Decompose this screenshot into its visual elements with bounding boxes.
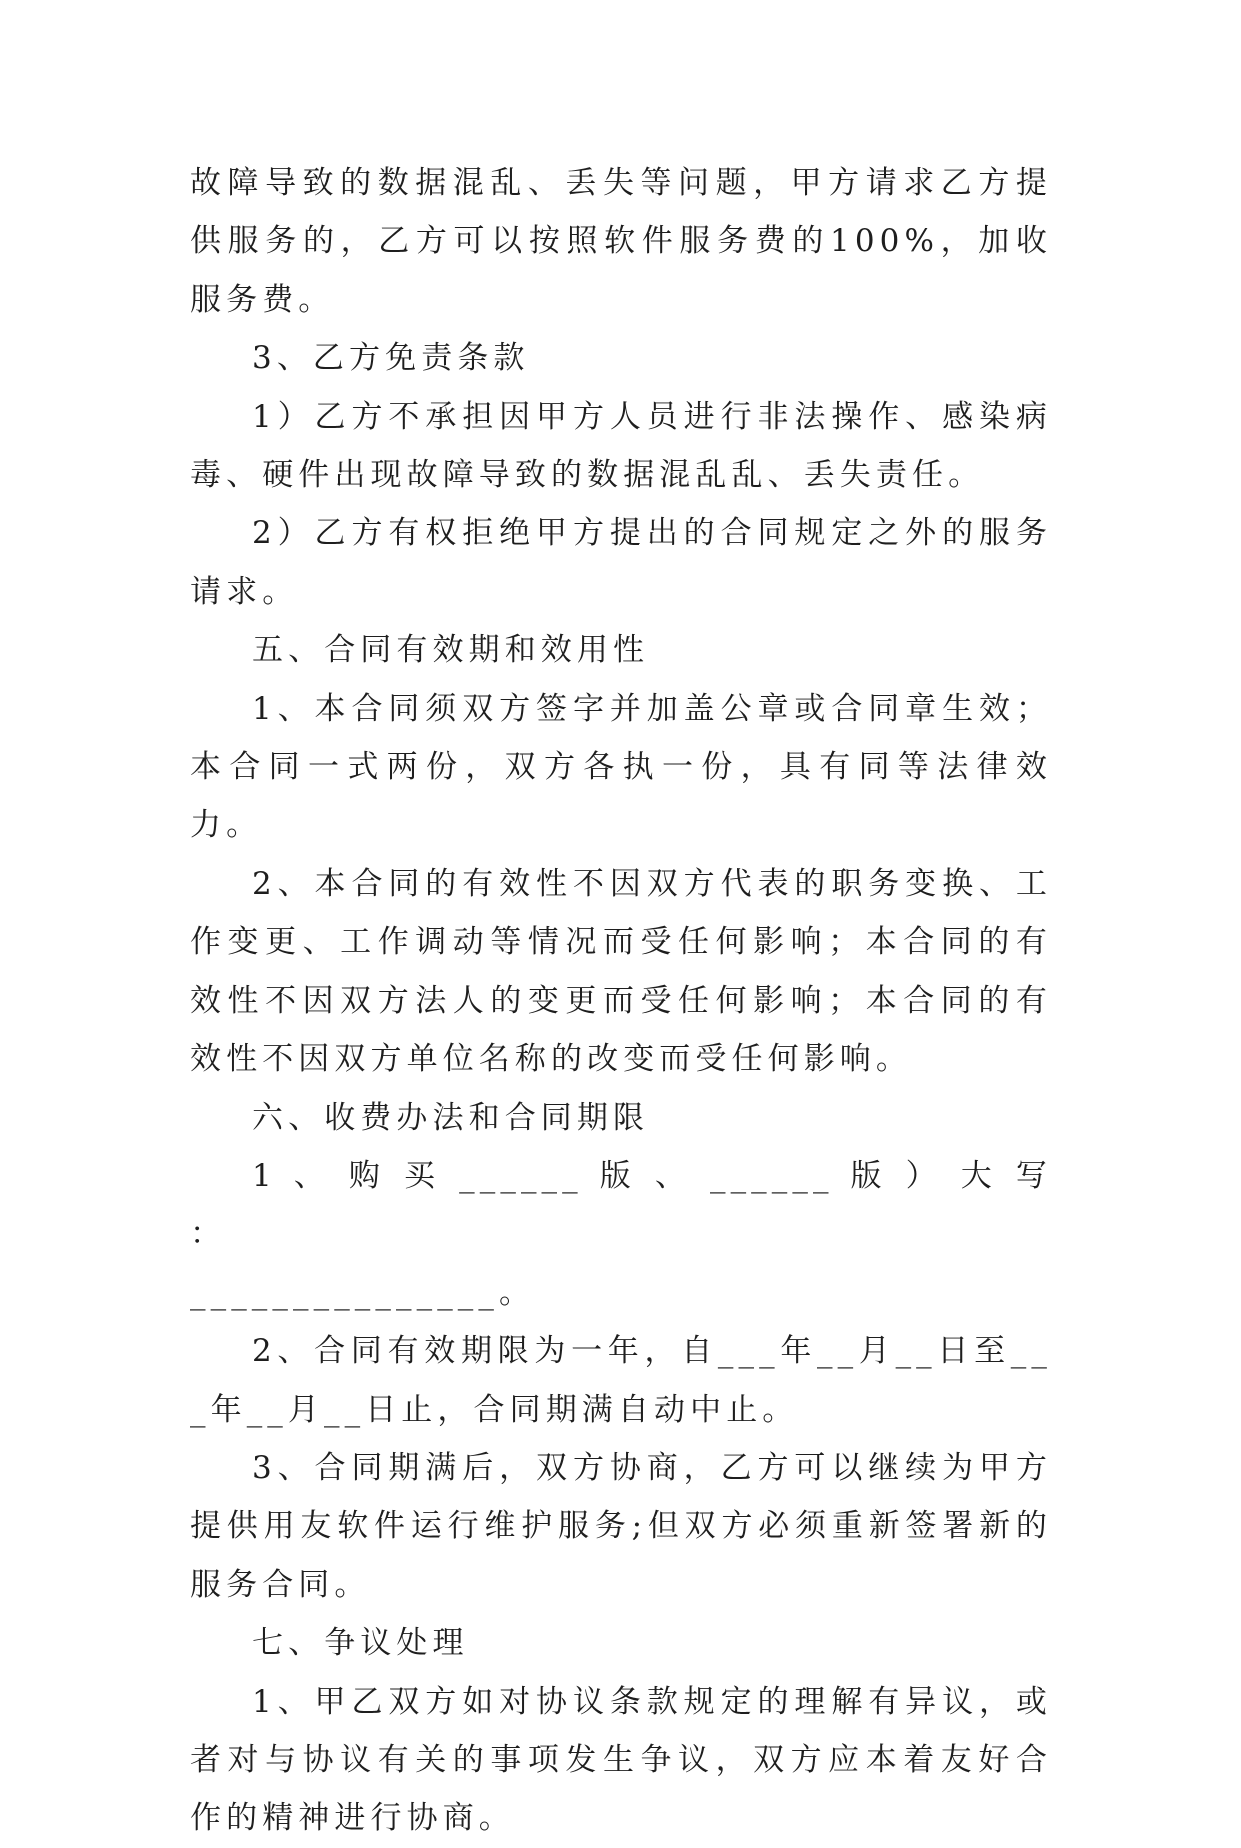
paragraph: 2）乙方有权拒绝甲方提出的合同规定之外的服务请求。	[190, 515, 1052, 610]
paragraph: 1）乙方不承担因甲方人员进行非法操作、感染病毒、硬件出现故障导致的数据混乱乱、丢失责任。	[190, 398, 1052, 494]
section-heading: 六、收费办法和合同期限	[252, 1099, 650, 1136]
paragraph-continuation: 故障导致的数据混乱、丢失等问题，甲方请求乙方提供服务的，乙方可以按照软件服务费的100%，加收服务费。	[190, 165, 1052, 318]
section-heading: 五、合同有效期和效用性	[252, 632, 650, 669]
section-heading: 七、争议处理	[252, 1625, 469, 1662]
paragraph: 1、甲乙双方如对协议条款规定的理解有异议，或者对与协议有关的事项发生争议，双方应本着友好合作的精神进行协商。	[190, 1683, 1052, 1837]
paragraph: 3、合同期满后，双方协商，乙方可以继续为甲方提供用友软件运行维护服务;但双方必须重新签署新的服务合同。	[190, 1449, 1052, 1603]
paragraph: 1、本合同须双方签字并加盖公章或合同章生效；本合同一式两份，双方各执一份，具有同等法律效力。	[190, 690, 1052, 844]
paragraph-continuation: _______________。	[190, 1274, 536, 1311]
paragraph: 2、本合同的有效性不因双方代表的职务变换、工作变更、工作调动等情况而受任何影响；本合同的有效性不因双方法人的变更而受任何影响；本合同的有效性不因双方单位名称的改变而受任何影响。	[190, 865, 1052, 1078]
document-body	[190, 154, 1052, 1848]
paragraph: 2、合同有效期限为一年，自___年__月__日至___年__月__日止，合同期满自动中止。	[190, 1333, 1052, 1428]
paragraph: 1 、 购 买 ______ 版 、 ______ 版 ） 大 写 ：	[190, 1157, 1052, 1253]
clause-heading: 3、乙方免责条款	[252, 340, 530, 377]
